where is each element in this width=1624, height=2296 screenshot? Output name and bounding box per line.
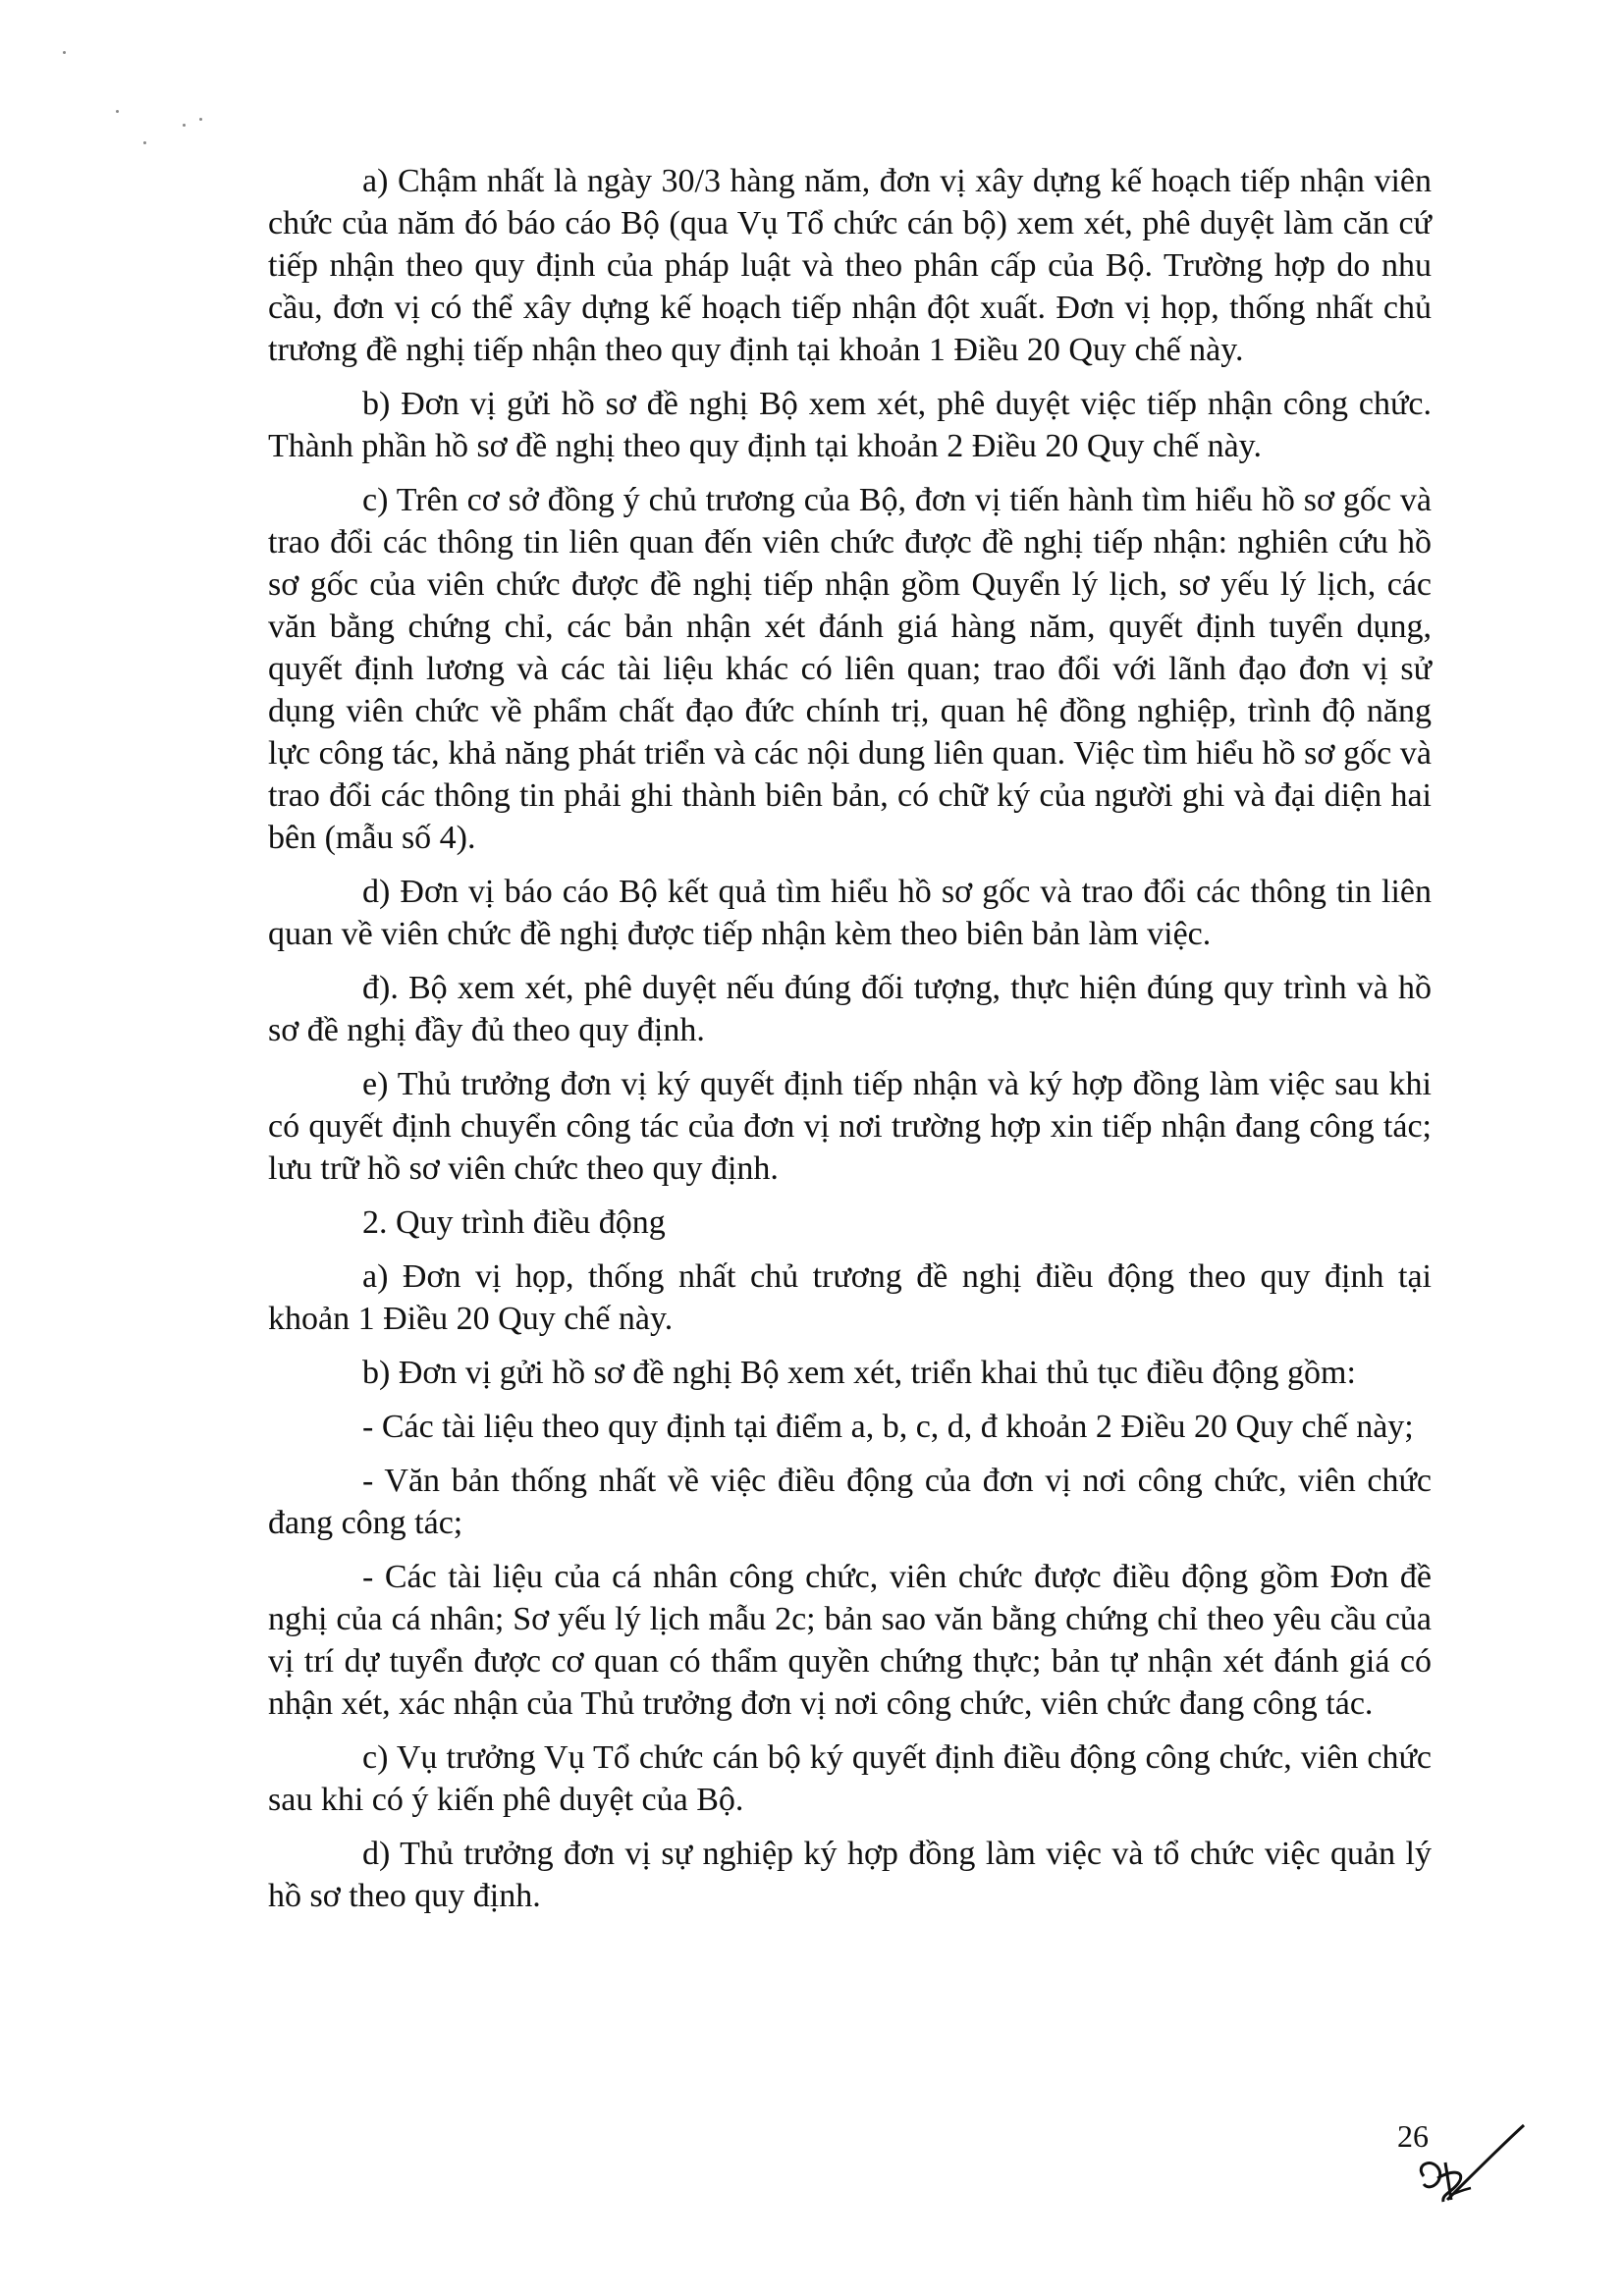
- paragraph: a) Đơn vị họp, thống nhất chủ trương đề nghị điều động theo quy định tại khoản 1 Điều 20 Quy chế này.: [268, 1258, 1432, 1337]
- list-item: - Văn bản thống nhất về việc điều động của đơn vị nơi công chức, viên chức đang công tác;: [268, 1463, 1432, 1541]
- paragraph: b) Đơn vị gửi hồ sơ đề nghị Bộ xem xét, triển khai thủ tục điều động gồm:: [362, 1355, 1356, 1391]
- paragraph: đ). Bộ xem xét, phê duyệt nếu đúng đối tượng, thực hiện đúng quy trình và hồ sơ đề nghị đầy đủ theo quy định.: [268, 970, 1432, 1048]
- paragraph: d) Thủ trưởng đơn vị sự nghiệp ký hợp đồng làm việc và tổ chức việc quản lý hồ sơ theo quy định.: [268, 1836, 1432, 1914]
- scan-speck: [143, 141, 146, 144]
- document-body: [268, 160, 1432, 1929]
- paragraph: b) Đơn vị gửi hồ sơ đề nghị Bộ xem xét, phê duyệt việc tiếp nhận công chức. Thành phần hồ sơ đề nghị theo quy định tại khoản 2 Điều 20 Quy chế này.: [268, 386, 1432, 464]
- scan-speck: [183, 124, 186, 127]
- scan-speck: [199, 118, 202, 121]
- paragraph: c) Trên cơ sở đồng ý chủ trương của Bộ, đơn vị tiến hành tìm hiểu hồ sơ gốc và trao đổi các thông tin liên quan đến viên chức được đề nghị tiếp nhận: nghiên cứu hồ sơ gốc của viên chức được đề nghị tiếp nhận gồm Quyển lý lịch, sơ yếu lý lịch, các văn bằng chứng chỉ, các bản nhận xét đánh giá hàng năm, quyết định tuyển dụng, quyết định lương và các tài liệu khác có liên quan; trao đổi với lãnh đạo đơn vị sử dụng viên chức về phẩm chất đạo đức chính trị, quan hệ đồng nghiệp, trình độ năng lực công tác, khả năng phát triển và các nội dung liên quan. Việc tìm hiểu hồ sơ gốc và trao đổi các thông tin phải ghi thành biên bản, có chữ ký của người ghi và đại diện hai bên (mẫu số 4).: [268, 482, 1432, 856]
- paragraph: e) Thủ trưởng đơn vị ký quyết định tiếp nhận và ký hợp đồng làm việc sau khi có quyết định chuyển công tác của đơn vị nơi trường hợp xin tiếp nhận đang công tác; lưu trữ hồ sơ viên chức theo quy định.: [268, 1066, 1432, 1187]
- paragraph: d) Đơn vị báo cáo Bộ kết quả tìm hiểu hồ sơ gốc và trao đổi các thông tin liên quan về viên chức đề nghị được tiếp nhận kèm theo biên bản làm việc.: [268, 874, 1432, 952]
- section-heading: 2. Quy trình điều động: [362, 1204, 666, 1241]
- list-item: - Các tài liệu theo quy định tại điểm a, b, c, d, đ khoản 2 Điều 20 Quy chế này;: [362, 1409, 1414, 1445]
- paragraph: a) Chậm nhất là ngày 30/3 hàng năm, đơn vị xây dựng kế hoạch tiếp nhận viên chức của năm đó báo cáo Bộ (qua Vụ Tổ chức cán bộ) xem xét, phê duyệt làm căn cứ tiếp nhận theo quy định của pháp luật và theo phân cấp của Bộ. Trường hợp do nhu cầu, đơn vị có thể xây dựng kế hoạch tiếp nhận đột xuất. Đơn vị họp, thống nhất chủ trương đề nghị tiếp nhận theo quy định tại khoản 1 Điều 20 Quy chế này.: [268, 163, 1432, 368]
- scan-speck: [116, 110, 119, 113]
- scan-speck: [63, 51, 66, 54]
- initials-signature: [1394, 2106, 1532, 2214]
- paragraph: c) Vụ trưởng Vụ Tổ chức cán bộ ký quyết định điều động công chức, viên chức sau khi có ý kiến phê duyệt của Bộ.: [268, 1739, 1432, 1818]
- list-item: - Các tài liệu của cá nhân công chức, viên chức được điều động gồm Đơn đề nghị của cá nhân; Sơ yếu lý lịch mẫu 2c; bản sao văn bằng chứng chỉ theo yêu cầu của vị trí dự tuyển được cơ quan có thẩm quyền chứng thực; bản tự nhận xét đánh giá có nhận xét, xác nhận của Thủ trưởng đơn vị nơi công chức, viên chức đang công tác.: [268, 1559, 1432, 1722]
- page-number: 26: [1397, 2118, 1429, 2154]
